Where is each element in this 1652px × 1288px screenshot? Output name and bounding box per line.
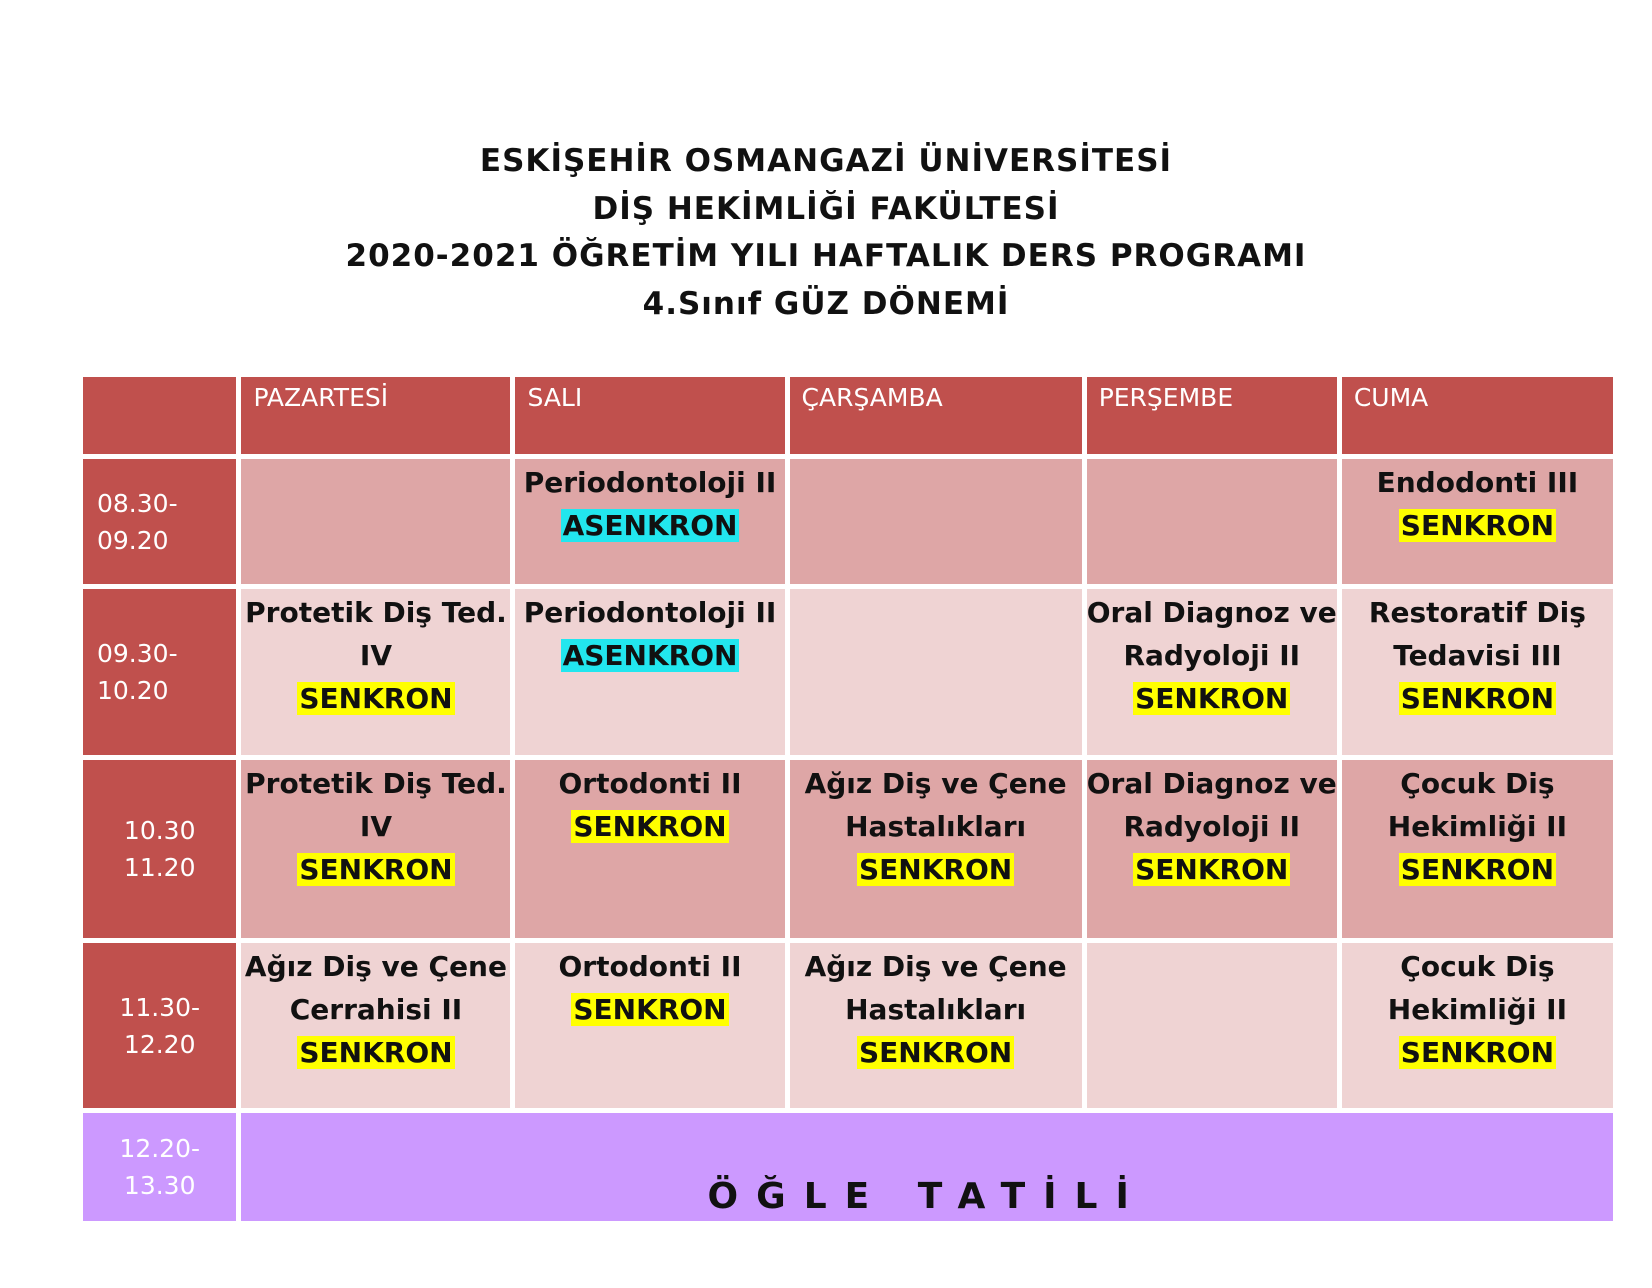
course-cell: [790, 943, 1082, 1108]
course-name: Ağız Diş ve Çene Hastalıkları: [804, 950, 1067, 1026]
course-cell: [790, 589, 1082, 755]
course-cell: [515, 760, 784, 938]
course-name: Ağız Diş ve Çene Hastalıkları: [804, 767, 1067, 843]
delivery-mode-badge: SENKRON: [573, 810, 727, 843]
course-name: Restoratif Diş Tedavisi III: [1368, 596, 1586, 672]
delivery-mode-badge: SENKRON: [573, 993, 727, 1026]
course-cell: [1342, 459, 1613, 584]
header-row: [83, 377, 1613, 454]
document-heading: [0, 138, 1652, 328]
course-name: Protetik Diş Ted. IV: [245, 767, 507, 843]
day-header-monday: PAZARTESİ: [241, 377, 510, 454]
schedule-row: [83, 760, 1613, 938]
schedule-row: [83, 589, 1613, 755]
time-slot: 09.30- 10.20: [83, 589, 236, 755]
delivery-mode-badge: SENKRON: [1135, 853, 1289, 886]
delivery-mode-badge: SENKRON: [858, 853, 1013, 886]
day-header-thursday: PERŞEMBE: [1087, 377, 1337, 454]
delivery-mode-badge: SENKRON: [299, 682, 453, 715]
day-header-friday: CUMA: [1342, 377, 1613, 454]
course-cell: [790, 459, 1082, 584]
term-title: 4.Sınıf GÜZ DÖNEMİ: [642, 285, 1010, 322]
course-cell: [241, 589, 510, 755]
course-name: Ortodonti II: [558, 767, 742, 800]
time-slot: 11.30- 12.20: [83, 943, 236, 1108]
delivery-mode-badge: SENKRON: [299, 853, 453, 886]
course-cell: [1342, 760, 1613, 938]
delivery-mode-badge: ASENKRON: [562, 639, 738, 672]
course-cell: [515, 589, 784, 755]
schedule-row: [83, 459, 1613, 584]
program-title: 2020-2021 ÖĞRETİM YILI HAFTALIK DERS PROGRAMI: [345, 238, 1307, 274]
course-name: Ağız Diş ve Çene Cerrahisi II: [244, 950, 507, 1026]
delivery-mode-badge: ASENKRON: [562, 509, 738, 542]
time-slot: 08.30- 09.20: [83, 459, 236, 584]
course-cell: [515, 459, 784, 584]
schedule-row: [83, 943, 1613, 1108]
delivery-mode-badge: SENKRON: [1400, 682, 1555, 715]
university-name: ESKİŞEHİR OSMANGAZİ ÜNİVERSİTESİ: [479, 143, 1173, 179]
course-cell: [1087, 760, 1337, 938]
delivery-mode-badge: SENKRON: [858, 1036, 1013, 1069]
course-name: Oral Diagnoz ve Radyoloji II: [1086, 767, 1337, 843]
course-cell: [1342, 943, 1613, 1108]
course-name: Çocuk Diş Hekimliği II: [1387, 767, 1568, 843]
delivery-mode-badge: SENKRON: [1400, 509, 1555, 542]
weekly-schedule-table: [78, 372, 1618, 1226]
course-cell: [515, 943, 784, 1108]
course-name: Endodonti III: [1376, 466, 1579, 499]
lunch-row: [83, 1113, 1613, 1221]
lunch-time-slot: 12.20- 13.30: [83, 1113, 236, 1221]
day-header-tuesday: SALI: [515, 377, 784, 454]
course-cell: [1087, 589, 1337, 755]
delivery-mode-badge: SENKRON: [1400, 1036, 1555, 1069]
day-header-wednesday: ÇARŞAMBA: [790, 377, 1082, 454]
course-cell: [1342, 589, 1613, 755]
course-name: Periodontoloji II: [523, 596, 777, 629]
delivery-mode-badge: SENKRON: [299, 1036, 453, 1069]
course-cell: [1087, 943, 1337, 1108]
course-cell: [241, 943, 510, 1108]
corner-cell: [83, 377, 236, 454]
delivery-mode-badge: SENKRON: [1400, 853, 1555, 886]
course-cell: [241, 459, 510, 584]
course-cell: [790, 760, 1082, 938]
lunch-break-label: ÖĞLE TATİLİ: [241, 1113, 1613, 1221]
faculty-name: DİŞ HEKİMLİĞİ FAKÜLTESİ: [592, 190, 1060, 227]
course-name: Protetik Diş Ted. IV: [245, 596, 507, 672]
course-name: Çocuk Diş Hekimliği II: [1387, 950, 1568, 1026]
course-cell: [241, 760, 510, 938]
delivery-mode-badge: SENKRON: [1135, 682, 1289, 715]
course-name: Periodontoloji II: [523, 466, 777, 499]
course-cell: [1087, 459, 1337, 584]
time-slot: 10.30 11.20: [83, 760, 236, 938]
course-name: Oral Diagnoz ve Radyoloji II: [1086, 596, 1337, 672]
course-name: Ortodonti II: [558, 950, 742, 983]
